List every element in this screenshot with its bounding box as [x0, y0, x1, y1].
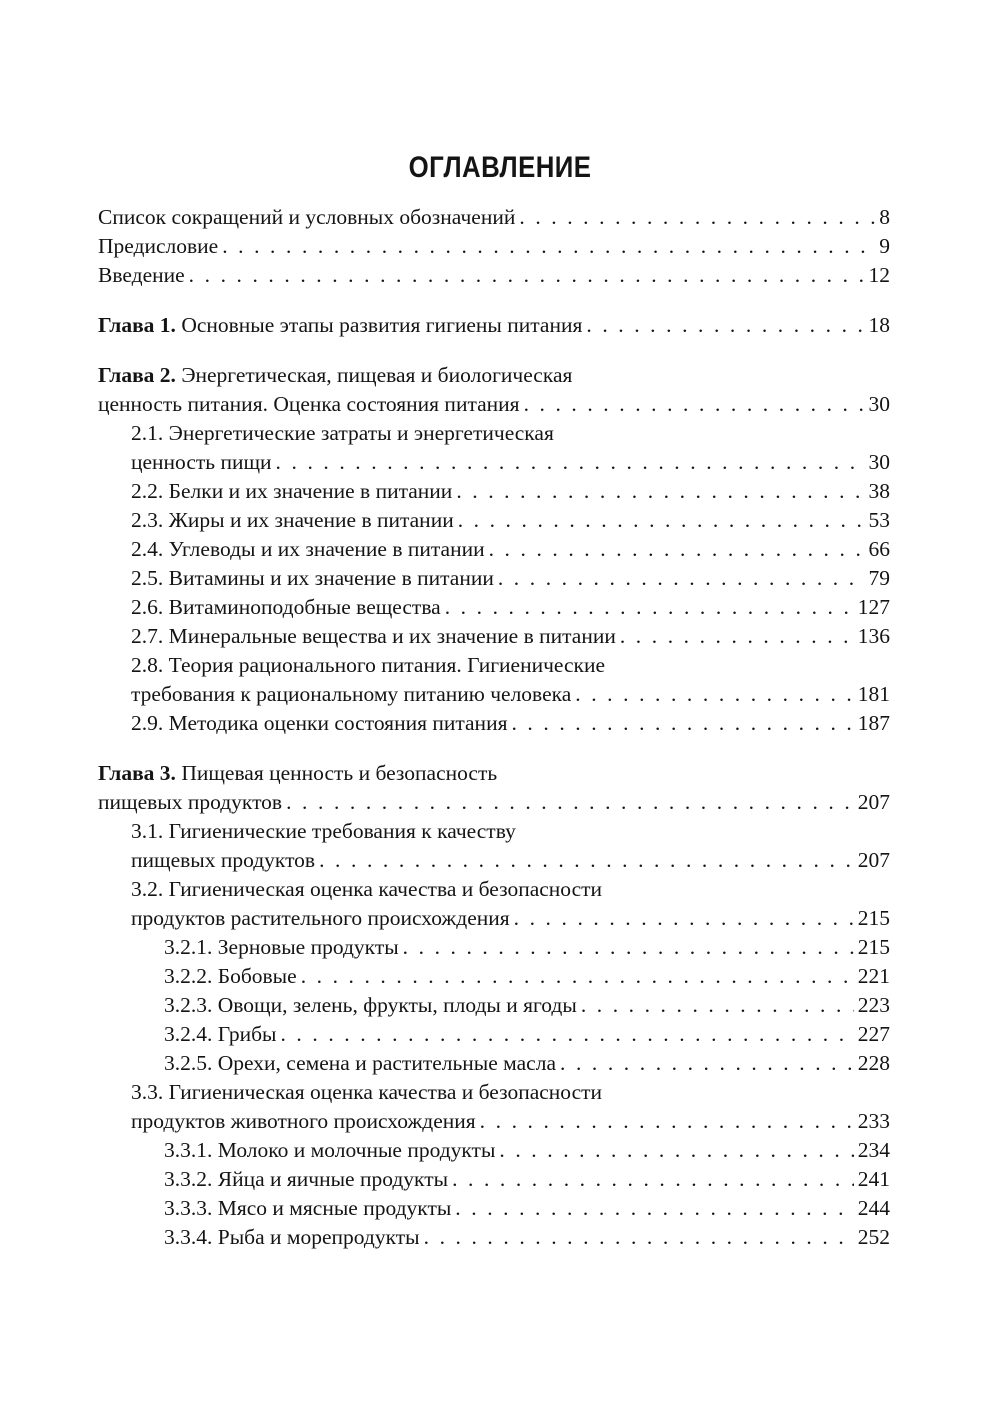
toc-entry-3-2-1[interactable] — [98, 933, 890, 962]
toc-page-number: 30 — [868, 450, 890, 474]
toc-entry-text: 3.3. Гигиеническая оценка качества и безопасности — [131, 1080, 603, 1104]
dot-leader — [581, 991, 854, 1020]
toc-page-number: 227 — [857, 1022, 890, 1046]
toc-entry-2-2[interactable] — [98, 477, 890, 506]
toc-entry-text: 2.6. Витаминоподобные вещества — [131, 595, 441, 619]
toc-entry-text-continued: пищевых продуктов — [131, 848, 316, 872]
toc-entry-3-3-2[interactable] — [98, 1165, 890, 1194]
dot-leader — [458, 506, 865, 535]
toc-entry-2-9[interactable] — [98, 709, 890, 738]
toc-page-number: 127 — [857, 595, 890, 619]
toc-entry-3-3[interactable] — [98, 1078, 890, 1136]
toc-page-number: 12 — [868, 263, 890, 287]
toc-entry-text: 3.3.3. Мясо и мясные продукты — [164, 1196, 452, 1220]
toc-page-number: 38 — [868, 479, 890, 503]
toc-entry-text: Пищевая ценность и безопасность — [181, 761, 498, 785]
toc-entry-3-2-2[interactable] — [98, 962, 890, 991]
toc-page-number: 244 — [857, 1196, 890, 1220]
toc-entry-text: 2.3. Жиры и их значение в питании — [131, 508, 454, 532]
toc-entry-chapter-2[interactable] — [98, 361, 890, 419]
toc-entry-2-8[interactable] — [98, 651, 890, 709]
toc-entry-chapter-1[interactable] — [98, 311, 890, 340]
toc-page-number: 223 — [857, 993, 890, 1017]
dot-leader — [276, 448, 865, 477]
dot-leader — [499, 1136, 853, 1165]
toc-page-number: 207 — [857, 790, 890, 814]
dot-leader — [514, 904, 854, 933]
dot-leader — [222, 232, 875, 261]
table-of-contents — [98, 203, 890, 1252]
dot-leader — [452, 1165, 854, 1194]
dot-leader — [620, 622, 854, 651]
toc-entry-3-2-4[interactable] — [98, 1020, 890, 1049]
toc-entry-chapter-3[interactable] — [98, 759, 890, 817]
dot-leader — [560, 1049, 854, 1078]
toc-page-number: 53 — [868, 508, 890, 532]
dot-leader — [319, 846, 854, 875]
toc-entry-3-3-4[interactable] — [98, 1223, 890, 1252]
toc-entry-3-3-3[interactable] — [98, 1194, 890, 1223]
toc-page-number: 234 — [857, 1138, 890, 1162]
toc-page-number: 215 — [857, 906, 890, 930]
toc-entry-text-continued: пищевых продуктов — [98, 790, 283, 814]
dot-leader — [456, 477, 864, 506]
toc-entry-abbreviations[interactable] — [98, 203, 890, 232]
toc-entry-3-2-3[interactable] — [98, 991, 890, 1020]
toc-entry-text: 3.3.2. Яйца и яичные продукты — [164, 1167, 449, 1191]
dot-leader — [445, 593, 854, 622]
toc-page-number: 79 — [868, 566, 890, 590]
toc-entry-text: Основные этапы развития гигиены питания — [181, 313, 583, 337]
toc-entry-2-5[interactable] — [98, 564, 890, 593]
toc-page-number: 136 — [857, 624, 890, 648]
toc-entry-text: 2.5. Витамины и их значение в питании — [131, 566, 494, 590]
dot-leader — [511, 709, 853, 738]
dot-leader — [524, 390, 865, 419]
toc-entry-3-3-1[interactable] — [98, 1136, 890, 1165]
toc-entry-text-continued: продуктов животного происхождения — [131, 1109, 476, 1133]
toc-entry-text: Введение — [98, 263, 185, 287]
toc-page-number: 187 — [857, 711, 890, 735]
dot-leader — [455, 1194, 853, 1223]
dot-leader — [286, 788, 854, 817]
toc-entry-text-continued: ценность питания. Оценка состояния питания — [98, 392, 520, 416]
toc-page-number: 30 — [868, 392, 890, 416]
toc-entry-introduction[interactable] — [98, 261, 890, 290]
toc-entry-3-2[interactable] — [98, 875, 890, 933]
toc-entry-text: 3.3.1. Молоко и молочные продукты — [164, 1138, 496, 1162]
dot-leader — [489, 535, 865, 564]
page-title: ОГЛАВЛЕНИЕ — [408, 151, 592, 184]
toc-entry-2-4[interactable] — [98, 535, 890, 564]
toc-entry-text: 2.2. Белки и их значение в питании — [131, 479, 453, 503]
toc-entry-2-7[interactable] — [98, 622, 890, 651]
toc-entry-text: 2.1. Энергетические затраты и энергетическая — [131, 421, 554, 445]
toc-page-number: 215 — [857, 935, 890, 959]
dot-leader — [575, 680, 853, 709]
toc-entry-text: 2.7. Минеральные вещества и их значение в питании — [131, 624, 616, 648]
toc-entry-3-1[interactable] — [98, 817, 890, 875]
toc-page-number: 228 — [857, 1051, 890, 1075]
toc-entry-text: Предисловие — [98, 234, 219, 258]
toc-entry-text-continued: продуктов растительного происхождения — [131, 906, 510, 930]
dot-leader — [280, 1020, 853, 1049]
toc-entry-text-continued: ценность пищи — [131, 450, 272, 474]
toc-entry-3-2-5[interactable] — [98, 1049, 890, 1078]
toc-entry-text: 3.2. Гигиеническая оценка качества и безопасности — [131, 877, 603, 901]
dot-leader — [424, 1223, 854, 1252]
dot-leader — [498, 564, 865, 593]
toc-entry-text: 3.1. Гигиенические требования к качеству — [131, 819, 516, 843]
toc-entry-text: 3.2.1. Зерновые продукты — [164, 935, 399, 959]
dot-leader — [480, 1107, 854, 1136]
toc-entry-preface[interactable] — [98, 232, 890, 261]
toc-page-number: 9 — [879, 234, 890, 258]
toc-entry-text: Список сокращений и условных обозначений — [98, 205, 516, 229]
dot-leader — [189, 261, 865, 290]
toc-entry-text-continued: требования к рациональному питанию человека — [131, 682, 572, 706]
toc-entry-2-1[interactable] — [98, 419, 890, 477]
toc-entry-text: Энергетическая, пищевая и биологическая — [181, 363, 573, 387]
toc-entry-text: 3.3.4. Рыба и морепродукты — [164, 1225, 420, 1249]
dot-leader — [586, 311, 864, 340]
toc-page-number: 241 — [857, 1167, 890, 1191]
toc-entry-text: 3.2.4. Грибы — [164, 1022, 277, 1046]
dot-leader — [403, 933, 854, 962]
chapter-label: Глава 1. — [98, 313, 176, 337]
chapter-label: Глава 3. — [98, 761, 176, 785]
toc-page-number: 252 — [857, 1225, 890, 1249]
dot-leader — [519, 203, 875, 232]
toc-page-number: 181 — [857, 682, 890, 706]
toc-entry-text: 3.2.2. Бобовые — [164, 964, 297, 988]
toc-page-number: 233 — [857, 1109, 890, 1133]
toc-page-number: 207 — [857, 848, 890, 872]
toc-page-number: 8 — [879, 205, 890, 229]
toc-entry-2-6[interactable] — [98, 593, 890, 622]
toc-entry-text: 3.2.3. Овощи, зелень, фрукты, плоды и ягоды — [164, 993, 577, 1017]
toc-entry-text: 2.4. Углеводы и их значение в питании — [131, 537, 485, 561]
toc-page-number: 18 — [868, 313, 890, 337]
toc-page-number: 66 — [868, 537, 890, 561]
toc-entry-text: 2.9. Методика оценки состояния питания — [131, 711, 508, 735]
toc-page-number: 221 — [857, 964, 890, 988]
dot-leader — [301, 962, 854, 991]
toc-entry-text: 3.2.5. Орехи, семена и растительные масла — [164, 1051, 556, 1075]
chapter-label: Глава 2. — [98, 363, 176, 387]
toc-entry-2-3[interactable] — [98, 506, 890, 535]
toc-entry-text: 2.8. Теория рационального питания. Гигиенические — [131, 653, 606, 677]
